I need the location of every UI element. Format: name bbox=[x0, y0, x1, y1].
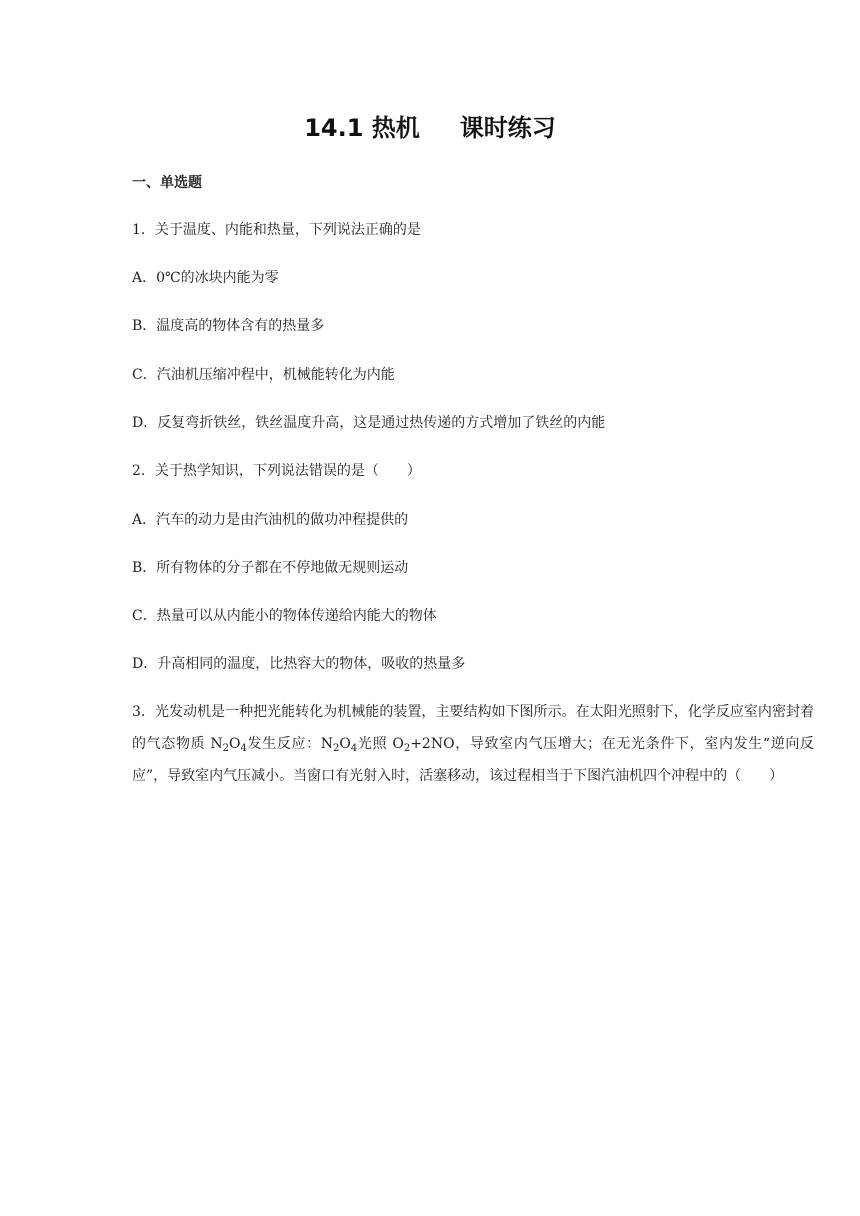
question-1-option-a: A．0℃的冰块内能为零 bbox=[132, 270, 279, 286]
q3-text-1: 3．光发动机是一种把光能转化为机械能的装置，主要结构如下图所示。在太阳光照射下，化学反应室内密封着的气态物质 N bbox=[132, 704, 814, 752]
question-1-option-d: D．反复弯折铁丝，铁丝温度升高，这是通过热传递的方式增加了铁丝的内能 bbox=[132, 415, 606, 431]
question-2-option-c: C．热量可以从内能小的物体传递给内能大的物体 bbox=[132, 608, 437, 624]
question-1-option-c: C．汽油机压缩冲程中，机械能转化为内能 bbox=[132, 367, 395, 383]
question-2-stem: 2．关于热学知识，下列说法错误的是（ ） bbox=[132, 463, 421, 479]
q3-sub-3: 2 bbox=[333, 743, 340, 754]
title-part-2: 课时练习 bbox=[459, 114, 556, 142]
q3-sub-2: 4 bbox=[240, 743, 247, 754]
q3-text-6: +2NO，导致室内气压增大；在无光条件下，室内发生“逆向反应”，导致室内气压减小。当窗口有光射入时，活塞移动，该过程相当于下图汽油机四个冲程中的（ ） bbox=[132, 736, 815, 784]
title-part-1: 14.1 热机 bbox=[304, 114, 420, 142]
question-3-stem bbox=[132, 696, 814, 792]
question-2-option-b: B．所有物体的分子都在不停地做无规则运动 bbox=[132, 560, 409, 576]
question-2-option-d: D．升高相同的温度，比热容大的物体，吸收的热量多 bbox=[132, 656, 466, 672]
q3-sub-1: 2 bbox=[222, 743, 229, 754]
question-1-option-b: B．温度高的物体含有的热量多 bbox=[132, 318, 325, 334]
question-1-stem: 1．关于温度、内能和热量，下列说法正确的是 bbox=[132, 222, 421, 238]
page-title bbox=[0, 108, 860, 143]
q3-text-2: O bbox=[229, 736, 241, 752]
q3-text-3: 发生反应：N bbox=[246, 736, 334, 752]
q3-text-5: 光照 O bbox=[357, 736, 404, 752]
q3-text-4: O bbox=[339, 736, 351, 752]
question-2-option-a: A．汽车的动力是由汽油机的做功冲程提供的 bbox=[132, 512, 409, 528]
q3-sub-5: 2 bbox=[403, 743, 411, 754]
section-heading: 一、单选题 bbox=[132, 175, 202, 191]
q3-sub-4: 4 bbox=[350, 743, 358, 754]
